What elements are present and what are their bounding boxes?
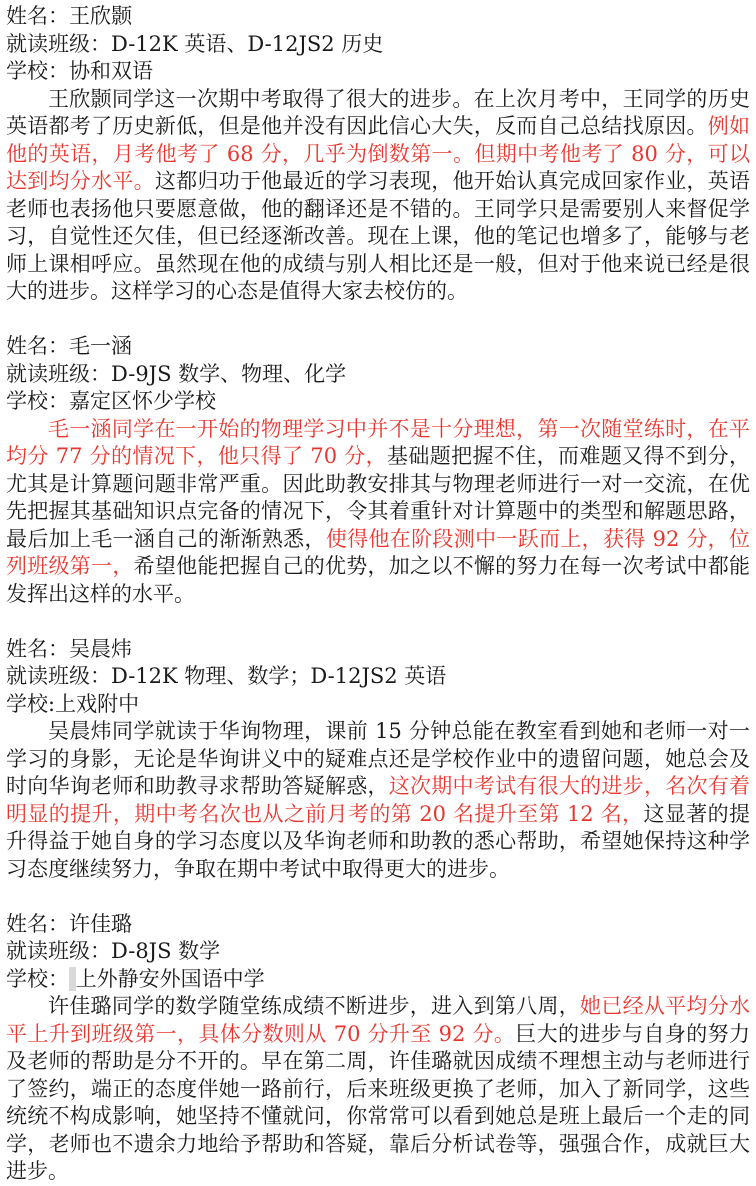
student-school-line xyxy=(6,966,750,994)
student-name-line xyxy=(6,333,750,361)
school-field-label: 学校： xyxy=(6,966,69,991)
paragraph-text: 吴晨炜同学就读于华询物理，课前 15 分钟总能在教室看到她和老师一对一学习的身影，无论是华询讲义中的疑难点还是学校作业中的遗留问题，她总会及时向华询老师和助教寻求帮助答疑解惑， xyxy=(6,719,750,798)
red-emphasis-text: 这次期中考试有很大的进步，名次有着明显的提升，期中考名次也从之前月考的第 20 名提升至第 12 名， xyxy=(6,774,750,826)
student-name-line xyxy=(6,911,750,939)
red-emphasis-text: 毛一涵同学在一开始的物理学习中并不是十分理想，第一次随堂练时，在平均分 77 分的情况下，他只得了 70 分， xyxy=(6,416,750,468)
student-paragraph xyxy=(6,718,750,883)
student-class-line xyxy=(6,31,750,59)
student-paragraph xyxy=(6,416,750,609)
highlighted-space xyxy=(69,967,76,991)
name-field-label: 姓名： xyxy=(6,4,69,28)
student-class: D-8JS 数学 xyxy=(111,939,221,963)
student-reports xyxy=(6,3,750,1186)
student-class: D-9JS 数学、物理、化学 xyxy=(111,361,347,386)
student-school: 协和双语 xyxy=(69,59,153,83)
student-school: 上外静安外国语中学 xyxy=(75,966,265,991)
student-class: D-12K 物理、数学；D-12JS2 英语 xyxy=(111,664,447,688)
paragraph-text: 王欣颢同学这一次期中考取得了很大的进步。在上次月考中，王同学的历史英语都考了历史新低，但是他并没有因此信心大失，反而自己总结找原因。 xyxy=(6,86,750,138)
student-school-line xyxy=(6,691,750,719)
class-field-label: 就读班级： xyxy=(6,361,111,386)
red-emphasis-text: 使得他在阶段测中一跃而上，获得 92 分，位列班级第一， xyxy=(6,526,751,578)
school-field-label: 学校： xyxy=(6,389,69,413)
student-report xyxy=(6,636,750,884)
student-school-line xyxy=(6,58,750,86)
paragraph-text: 许佳璐同学的数学随堂练成绩不断进步，进入到第八周， xyxy=(48,994,581,1018)
student-name: 许佳璐 xyxy=(69,911,132,936)
student-class-line xyxy=(6,663,750,691)
student-class-line xyxy=(6,361,750,389)
class-field-label: 就读班级： xyxy=(6,664,111,688)
school-field-label: 学校： xyxy=(6,59,69,83)
student-school: 嘉定区怀少学校 xyxy=(69,389,216,413)
school-field-label: 学校: xyxy=(6,691,56,716)
student-report xyxy=(6,911,750,1186)
student-name: 王欣颢 xyxy=(69,4,132,28)
student-class: D-12K 英语、D-12JS2 历史 xyxy=(111,31,384,56)
name-field-label: 姓名： xyxy=(6,636,69,661)
paragraph-text: 这显著的提升得益于她自身的学习态度以及华询老师和助教的悉心帮助，希望她保持这种学习态度继续努力，争取在期中考试中取得更大的进步。 xyxy=(6,801,750,881)
student-name-line xyxy=(6,636,750,664)
paragraph-text: 希望他能把握自己的优势，加之以不懈的努力在每一次考试中都能发挥出这样的水平。 xyxy=(6,554,751,606)
student-class-line xyxy=(6,938,750,966)
class-field-label: 就读班级： xyxy=(6,939,111,963)
student-report xyxy=(6,3,750,306)
name-field-label: 姓名： xyxy=(6,911,69,936)
class-field-label: 就读班级： xyxy=(6,31,111,56)
student-school: 上戏附中 xyxy=(55,691,140,716)
student-report xyxy=(6,333,750,608)
paragraph-text: 这都归功于他最近的学习表现，他开始认真完成回家作业，英语老师也表扬他只要愿意做，他的翻译还是不错的。王同学只是需要别人来督促学习，自觉性还欠佳，但已经逐渐改善。现在上课，他的笔记也增多了，能够与老师上课相呼应。虽然现在他的成绩与别人相比还是一般，但对于他来说已经是很大的进步。这样学习的心态是值得大家去校仿的。 xyxy=(6,169,751,303)
paragraph-text: 巨大的进步与自身的努力及老师的帮助是分不开的。早在第二周，许佳璐就因成绩不理想主动与老师进行了签约，端正的态度伴她一路前行，后来班级更换了老师，加入了新同学，这些统统不构成影响，她坚持不懂就问，你常常可以看到她总是班上最后一个走的同学，老师也不遗余力地给予帮助和答疑，靠后分析试卷等，强强合作，成就巨大进步。 xyxy=(6,1021,750,1183)
paragraph-text: 基础题把握不住，而难题又得不到分，尤其是计算题问题非常严重。因此助教安排其与物理老师进行一对一交流，在优先把握其基础知识点完备的情况下，令其着重针对计算题中的类型和解题思路，最后加上毛一涵自己的渐渐熟悉， xyxy=(6,444,750,551)
red-emphasis-text: 例如他的英语，月考他考了 68 分，几乎为倒数第一。但期中考他考了 80 分，可以达到均分水平。 xyxy=(6,114,750,193)
student-paragraph xyxy=(6,86,750,306)
student-name: 毛一涵 xyxy=(69,334,132,358)
red-emphasis-text: 她已经从平均分水平上升到班级第一，具体分数则从 70 分升至 92 分。 xyxy=(6,994,750,1046)
student-school-line xyxy=(6,388,750,416)
student-name-line xyxy=(6,3,750,31)
student-name: 吴晨炜 xyxy=(69,636,132,661)
name-field-label: 姓名： xyxy=(6,334,69,358)
student-paragraph xyxy=(6,993,750,1186)
